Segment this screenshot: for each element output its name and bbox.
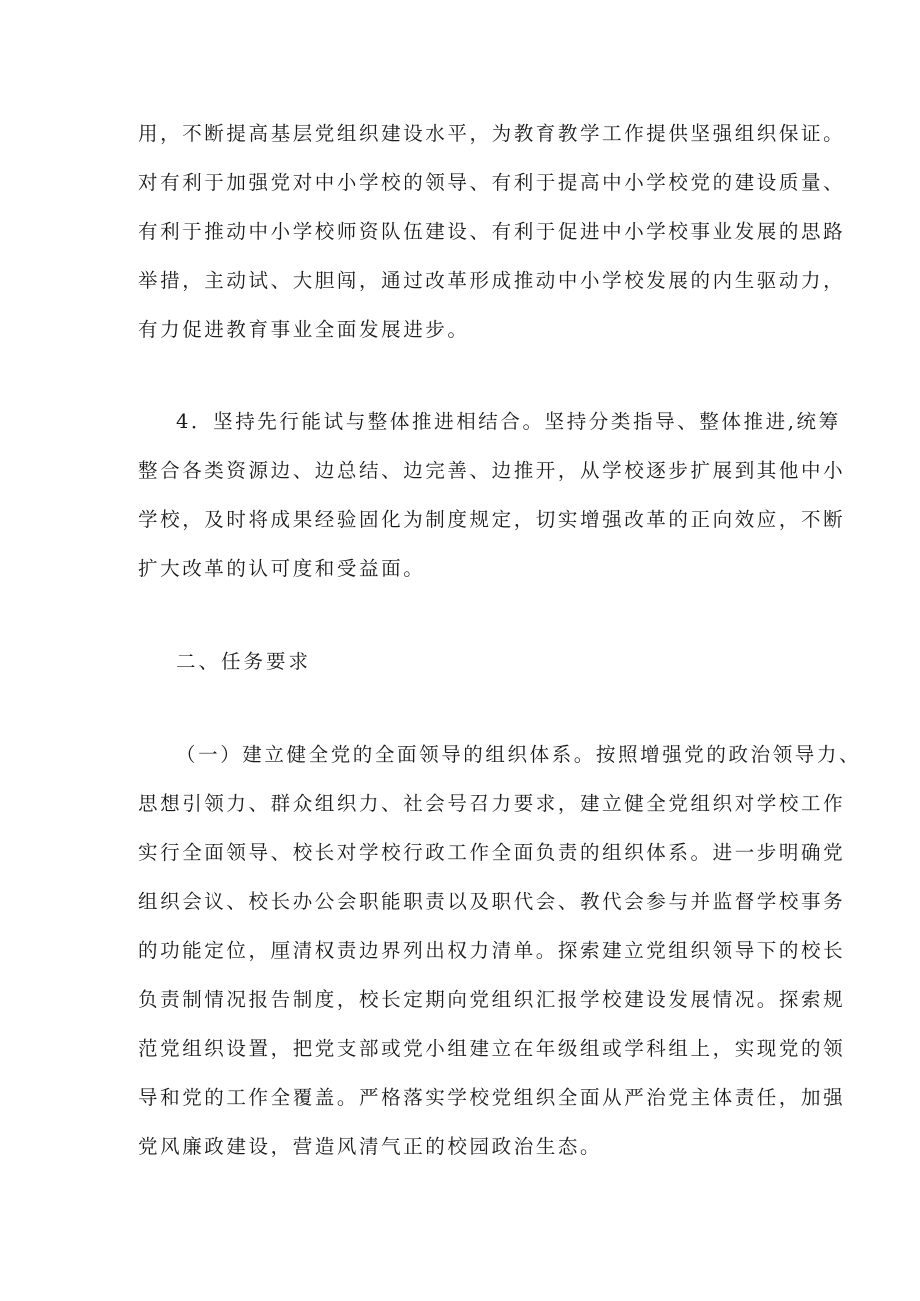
paragraph-2-line-2: 整合各类资源边、边总结、边完善、边推开，从学校逐步扩展到其他中小	[138, 459, 846, 482]
paragraph-1-line-1: 用，不断提高基层党组织建设水平，为教育教学工作提供坚强组织保证。	[138, 122, 846, 145]
paragraph-3-line-6: 负责制情况报告制度，校长定期向党组织汇报学校建设发展情况。探索规	[138, 988, 846, 1011]
paragraph-3-line-7: 范党组织设置，把党支部或党小组建立在年级组或学科组上，实现党的领	[138, 1037, 846, 1060]
paragraph-1-line-3: 有利于推动中小学校师资队伍建设、有利于促进中小学校事业发展的思路	[138, 220, 846, 243]
paragraph-3-line-8: 导和党的工作全覆盖。严格落实学校党组织全面从严治党主体责任，加强	[138, 1086, 846, 1109]
paragraph-1-line-2: 对有利于加强党对中小学校的领导、有利于提高中小学校党的建设质量、	[138, 171, 846, 194]
paragraph-3-line-1: （一）建立健全党的全面领导的组织体系。按照增强党的政治领导力、	[176, 743, 862, 766]
paragraph-3-line-5: 的功能定位，厘清权责边界列出权力清单。探索建立党组织领导下的校长	[138, 939, 846, 962]
paragraph-3-line-2: 思想引领力、群众组织力、社会号召力要求，建立健全党组织对学校工作	[138, 792, 846, 815]
paragraph-3-line-4: 组织会议、校长办公会职能职责以及职代会、教代会参与并监督学校事务	[138, 890, 846, 913]
paragraph-2-line-1: 4．坚持先行能试与整体推进相结合。坚持分类指导、整体推进,统筹	[176, 410, 841, 433]
section-heading: 二、任务要求	[176, 650, 312, 673]
paragraph-1-line-5: 有力促进教育事业全面发展进步。	[138, 318, 470, 341]
paragraph-1-line-4: 举措，主动试、大胆闯，通过改革形成推动中小学校发展的内生驱动力，	[138, 269, 846, 292]
paragraph-2-line-4: 扩大改革的认可度和受益面。	[138, 557, 426, 580]
paragraph-3-line-3: 实行全面领导、校长对学校行政工作全面负责的组织体系。进一步明确党	[138, 841, 846, 864]
paragraph-3-line-9: 党风廉政建设，营造风清气正的校园政治生态。	[138, 1135, 603, 1158]
paragraph-2-line-3: 学校，及时将成果经验固化为制度规定，切实增强改革的正向效应，不断	[138, 508, 846, 531]
